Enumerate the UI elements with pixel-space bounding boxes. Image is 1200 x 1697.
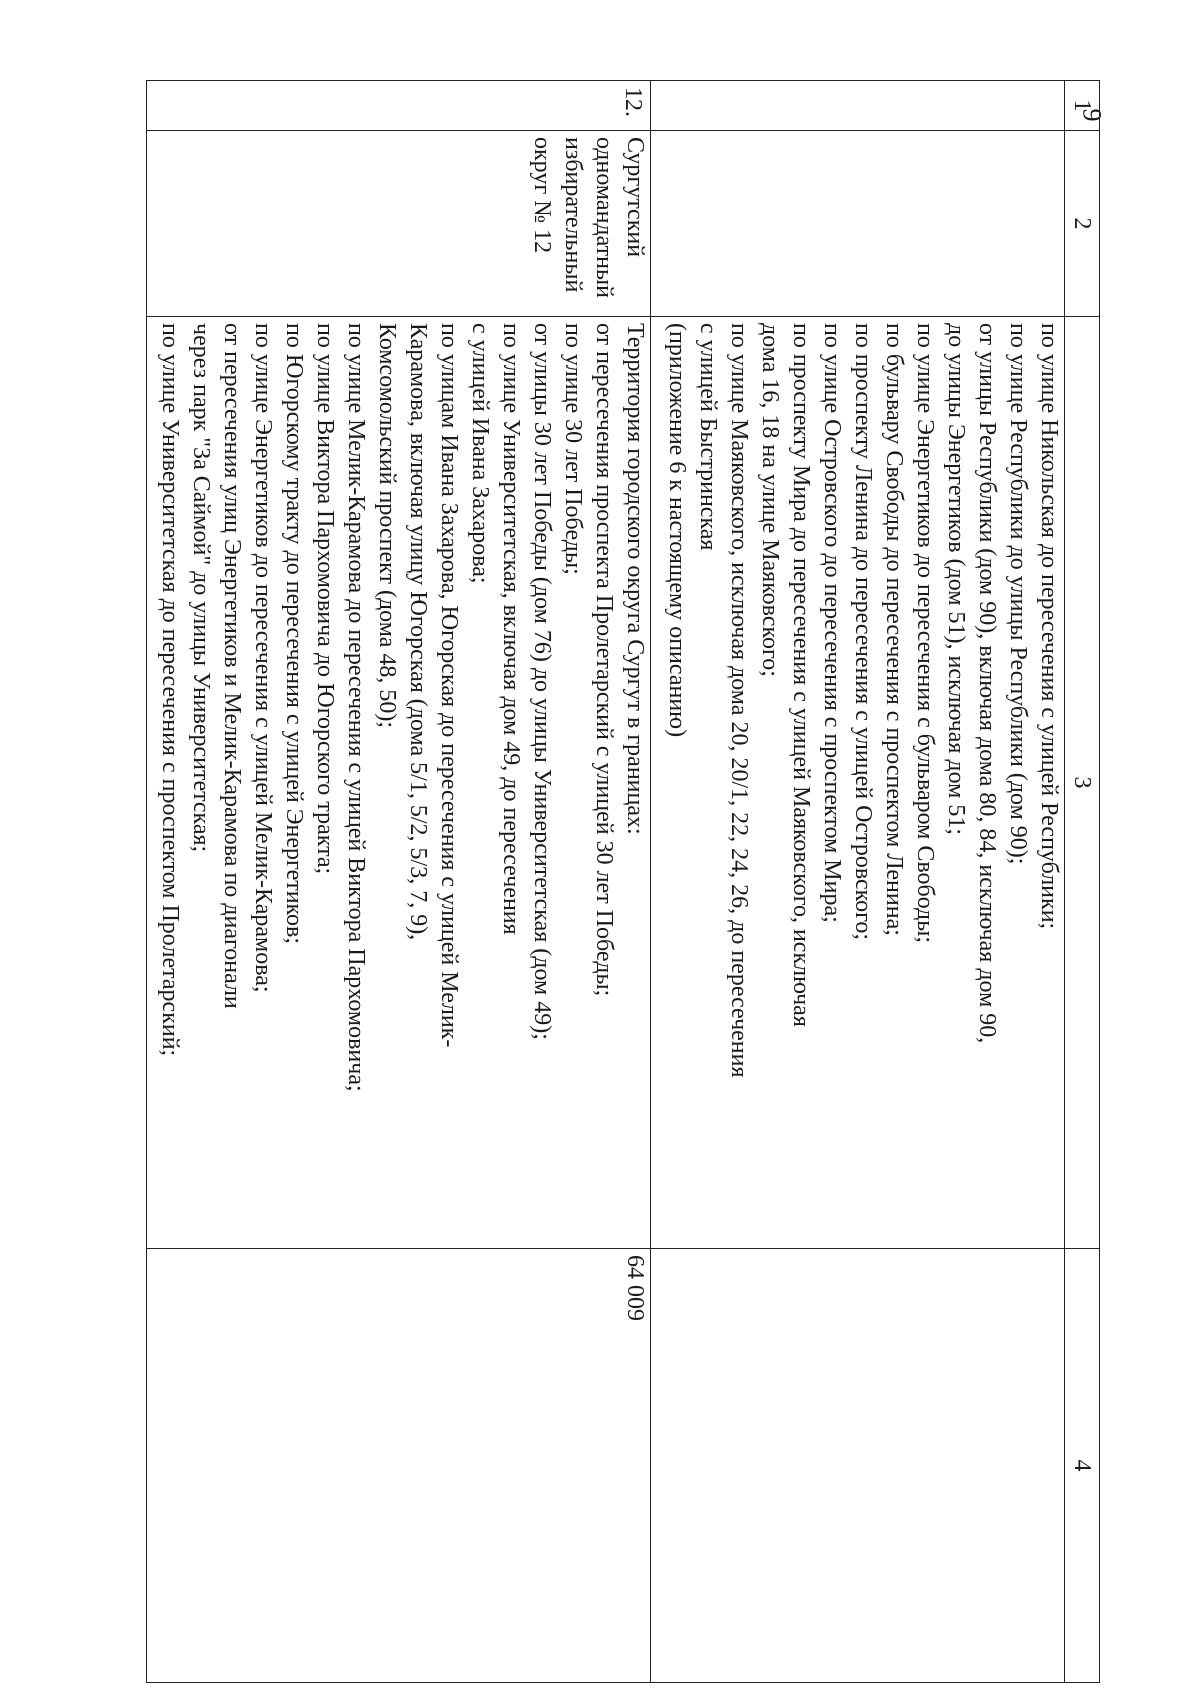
- description-line: по улице Энергетиков до пересечения с улицей Мелик-Карамова;: [250, 323, 276, 993]
- header-row: [1065, 81, 1100, 1683]
- description-line: по улице Никольская до пересечения с улицей Республики;: [1036, 323, 1062, 930]
- description-line: по улице Маяковского, исключая дома 20, 20/1, 22, 24, 26, до пересечения: [726, 323, 752, 1078]
- description-line: по улице Островского до пересечения с проспектом Мира;: [819, 323, 845, 923]
- description-cell: [651, 317, 1065, 1249]
- description-line: от пересечения проспекта Пролетарский с улицей 30 лет Победы;: [591, 323, 617, 997]
- description-line: через парк "За Саймой" до улицы Университетская;: [188, 323, 214, 853]
- description-line: Карамова, включая улицу Югорская (дома 5/1, 5/2, 5/3, 7, 9),: [405, 323, 431, 941]
- voters-cell: [651, 1249, 1065, 1683]
- description-line: (приложение 6 к настоящему описанию): [664, 323, 690, 738]
- description-line: по улице Энергетиков до пересечения с бульваром Свободы;: [912, 323, 938, 944]
- row-number-cell: 12.: [147, 81, 651, 131]
- description-line: от пересечения улиц Энергетиков и Мелик-Карамова по диагонали: [219, 323, 245, 1009]
- page-number: 9: [1077, 108, 1107, 122]
- description-line: по проспекту Ленина до пересечения с улицей Островского;: [850, 323, 876, 941]
- description-line: по улице Республики до улицы Республики (дом 90);: [1005, 323, 1031, 865]
- header-cell: 3: [1065, 317, 1100, 1249]
- table-row: [147, 81, 651, 1683]
- description-line: по улице Мелик-Карамова до пересечения с улицей Виктора Пархомовича;: [343, 323, 369, 1092]
- header-cell: 4: [1065, 1249, 1100, 1683]
- district-name-line: Сургутский: [622, 137, 648, 258]
- table-row: [651, 81, 1065, 1683]
- district-table-page: [110, 80, 1100, 1682]
- description-line: по улице Университетская до пересечения с проспектом Пролетарский;: [157, 323, 183, 1057]
- voters-cell: 64 009: [147, 1249, 651, 1683]
- description-line: до улицы Энергетиков (дом 51), исключая дом 51;: [943, 323, 969, 836]
- district-name-line: избирательный: [560, 137, 586, 293]
- description-line: по улице Виктора Пархомовича до Югорского тракта;: [312, 323, 338, 875]
- district-name-cell: [651, 131, 1065, 317]
- row-number-cell: [651, 81, 1065, 131]
- description-line: по улице 30 лет Победы;: [560, 323, 586, 575]
- description-line: дома 16, 18 на улице Маяковского;: [757, 323, 783, 677]
- description-line: с улицей Ивана Захарова;: [467, 323, 493, 584]
- district-name-line: округ № 12: [529, 137, 555, 254]
- description-line: по улицам Ивана Захарова, Югорская до пересечения с улицей Мелик-: [436, 323, 462, 1048]
- district-name-cell: [147, 131, 651, 317]
- header-cell: 2: [1065, 131, 1100, 317]
- description-line: от улицы Республики (дом 90), включая дома 80, 84, исключая дом 90,: [974, 323, 1000, 1044]
- district-table: [146, 80, 1100, 1683]
- description-line: по Югорскому тракту до пересечения с улицей Энергетиков;: [281, 323, 307, 944]
- description-line: от улицы 30 лет Победы (дом 76) до улицы Университетская (дом 49);: [529, 323, 555, 1040]
- description-cell: [147, 317, 651, 1249]
- header-cell: 1: [1065, 81, 1100, 131]
- description-line: по проспекту Мира до пересечения с улицей Маяковского, исключая: [788, 323, 814, 1027]
- description-line: по улице Университетская, включая дом 49, до пересечения: [498, 323, 524, 935]
- description-line: Территория городского округа Сургут в границах:: [622, 323, 648, 835]
- district-name-line: одномандатный: [591, 137, 617, 298]
- description-line: Комсомольский проспект (дома 48, 50);: [374, 323, 400, 729]
- description-line: с улицей Быстринская: [695, 323, 721, 551]
- description-line: по бульвару Свободы до пересечения с проспектом Ленина;: [881, 323, 907, 936]
